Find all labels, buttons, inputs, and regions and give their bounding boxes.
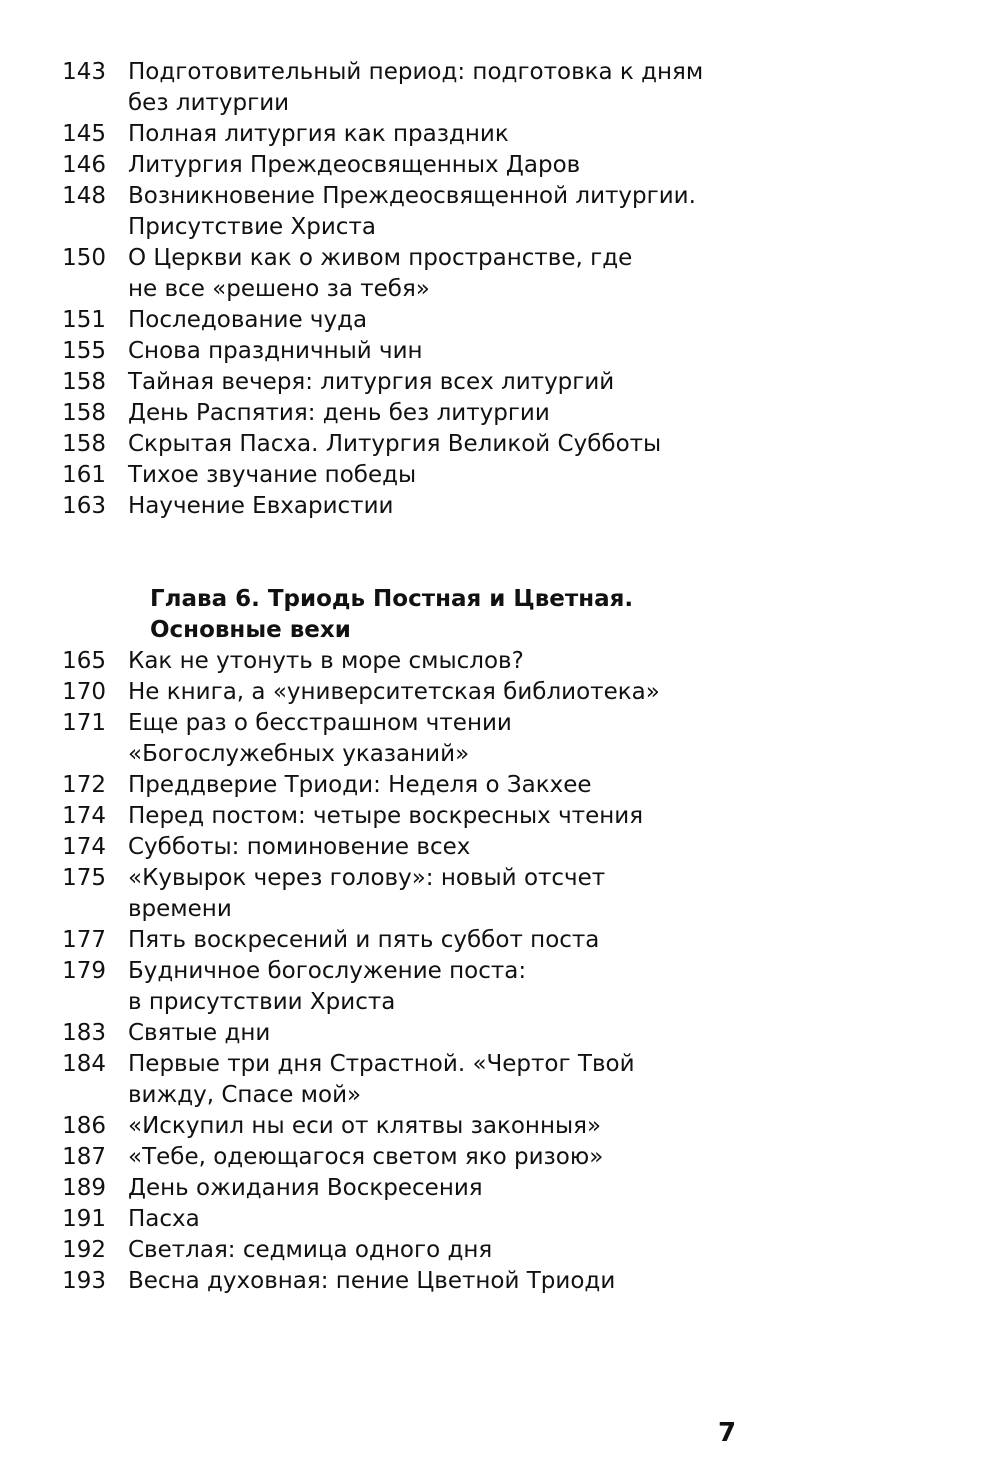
toc-title: Возникновение Преждеосвященной литургии. Присутствие Христа [128, 183, 696, 240]
toc-entry [0, 1173, 1000, 1204]
toc-title: «Искупил ны еси от клятвы законныя» [128, 1113, 602, 1139]
toc-entry [0, 460, 1000, 491]
page-number: 7 [718, 1418, 737, 1448]
toc-entry [0, 1018, 1000, 1049]
toc-title: Святые дни [128, 1020, 271, 1046]
toc-entry [0, 1111, 1000, 1142]
toc-entry [0, 863, 1000, 925]
toc-title: Субботы: поминовение всех [128, 834, 471, 860]
toc-entry [0, 1049, 1000, 1111]
toc-title: Будничное богослужение поста: в присутствии Христа [128, 958, 527, 1015]
toc-entry [0, 832, 1000, 863]
toc-page-number: 165 [62, 648, 106, 674]
toc-page-number: 191 [62, 1206, 106, 1232]
toc-entry [0, 801, 1000, 832]
toc-page-number: 146 [62, 152, 106, 178]
toc-page-number: 170 [62, 679, 106, 705]
toc-entry [0, 336, 1000, 367]
toc-title: О Церкви как о живом пространстве, где не все «решено за тебя» [128, 245, 633, 302]
toc-title: Не книга, а «университетская библиотека» [128, 679, 660, 705]
toc-chapter-6 [0, 584, 1000, 1297]
toc-title: Тихое звучание победы [128, 462, 417, 488]
toc-entry [0, 1142, 1000, 1173]
toc-page-number: 179 [62, 958, 106, 984]
toc-title: Последование чуда [128, 307, 368, 333]
toc-page-number: 174 [62, 803, 106, 829]
toc-page-number: 145 [62, 121, 106, 147]
toc-entry [0, 1266, 1000, 1297]
toc-page-number: 158 [62, 369, 106, 395]
toc-title: Пасха [128, 1206, 200, 1232]
toc-page-number: 172 [62, 772, 106, 798]
toc-page-number: 187 [62, 1144, 106, 1170]
toc-entry [0, 367, 1000, 398]
toc-entry [0, 677, 1000, 708]
toc-entry [0, 925, 1000, 956]
toc-entry [0, 646, 1000, 677]
toc-page-number: 158 [62, 431, 106, 457]
toc-title: Преддверие Триоди: Неделя о Закхее [128, 772, 592, 798]
toc-page-number: 148 [62, 183, 106, 209]
toc-entry [0, 181, 1000, 243]
toc-entry [0, 305, 1000, 336]
toc-page-number: 175 [62, 865, 106, 891]
chapter-heading: Глава 6. Триодь Постная и Цветная. Основные вехи [150, 586, 634, 643]
toc-title: Пять воскресений и пять суббот поста [128, 927, 600, 953]
toc-entry [0, 57, 1000, 119]
toc-entry [0, 1204, 1000, 1235]
toc-title: Полная литургия как праздник [128, 121, 509, 147]
toc-page-number: 155 [62, 338, 106, 364]
toc-title: Скрытая Пасха. Литургия Великой Субботы [128, 431, 662, 457]
toc-entry [0, 491, 1000, 522]
toc-title: «Тебе, одеющагося светом яко ризою» [128, 1144, 604, 1170]
toc-title: Еще раз о бесстрашном чтении «Богослужебных указаний» [128, 710, 512, 767]
toc-entry [0, 243, 1000, 305]
toc-title: Подготовительный период: подготовка к дням без литургии [128, 59, 704, 116]
toc-entry [0, 708, 1000, 770]
toc-page-number: 158 [62, 400, 106, 426]
toc-entry [0, 119, 1000, 150]
toc-entry [0, 1235, 1000, 1266]
toc-title: Научение Евхаристии [128, 493, 394, 519]
toc-title: Как не утонуть в море смыслов? [128, 648, 524, 674]
toc-page-number: 186 [62, 1113, 106, 1139]
toc-title: День Распятия: день без литургии [128, 400, 550, 426]
toc-page-number: 163 [62, 493, 106, 519]
toc-page-number: 183 [62, 1020, 106, 1046]
toc-page-number: 192 [62, 1237, 106, 1263]
toc-title: Литургия Преждеосвященных Даров [128, 152, 581, 178]
toc-list-part1 [0, 57, 1000, 522]
toc-entry [0, 398, 1000, 429]
toc-title: Тайная вечеря: литургия всех литургий [128, 369, 615, 395]
toc-title: «Кувырок через голову»: новый отсчет времени [128, 865, 606, 922]
toc-title: Первые три дня Страстной. «Чертог Твой вижду, Спасе мой» [128, 1051, 635, 1108]
toc-page-number: 151 [62, 307, 106, 333]
toc-page-number: 143 [62, 59, 106, 85]
toc-title: Светлая: седмица одного дня [128, 1237, 493, 1263]
toc-entry [0, 429, 1000, 460]
toc-entry [0, 150, 1000, 181]
toc-page-number: 177 [62, 927, 106, 953]
toc-page-number: 193 [62, 1268, 106, 1294]
toc-page-number: 189 [62, 1175, 106, 1201]
toc-page-number: 171 [62, 710, 106, 736]
toc-page-number: 161 [62, 462, 106, 488]
toc-title: Снова праздничный чин [128, 338, 423, 364]
toc-entry [0, 956, 1000, 1018]
toc-title: День ожидания Воскресения [128, 1175, 483, 1201]
toc-entry [0, 770, 1000, 801]
toc-page-number: 174 [62, 834, 106, 860]
toc-title: Весна духовная: пение Цветной Триоди [128, 1268, 616, 1294]
toc-title: Перед постом: четыре воскресных чтения [128, 803, 644, 829]
toc-page-number: 150 [62, 245, 106, 271]
toc-page-number: 184 [62, 1051, 106, 1077]
